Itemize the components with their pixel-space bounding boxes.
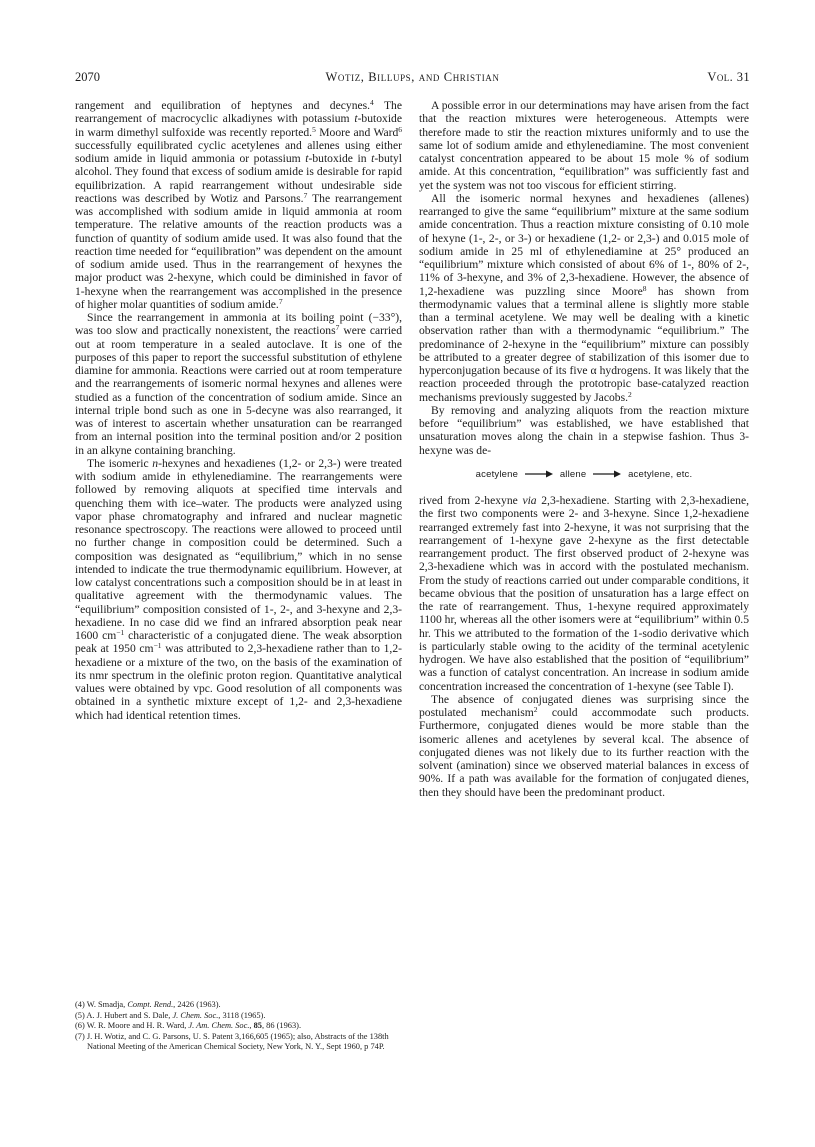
reference-item: (5) A. J. Hubert and S. Dale, J. Chem. Soc., 3118 (1965). xyxy=(75,1010,266,1020)
paragraph: A possible error in our determinations may have arisen from the fact that the reaction mixtures were heterogeneous. Attempts were therefore made to stir the reaction mixtures uniformly and to use the same lot of sodium amide and ethylenediamine. The most convenient catalyst concentration appeared to be about 15 mole % of sodium amide. At this concentration, “equilibration” was sufficiently fast and yet the system was not too viscous for efficient stirring. xyxy=(419,99,749,192)
scheme-allene: allene xyxy=(559,468,587,480)
right-column xyxy=(419,99,749,799)
paragraph: rangement and equilibration of heptynes and decynes.$^4$ The rearrangement of macrocyclic alkadiynes with potassium t-butoxide in warm dimethyl sulfoxide was recently reported.$^5$ Moore and Ward$^6$ successfully equilibrated cyclic acetylenes and allenes using either sodium amide in liquid ammonia or potassium t-butoxide in t-butyl alcohol. They found that excess of sodium amide is desirable for rapid equilibrization. A rapid rearrangement without undesirable side reactions was described by Wotiz and Parsons.$^7$ The rearrangement was accomplished with sodium amide in liquid ammonia at room temperature. The relative amounts of the reaction products was a function of quantity of sodium amide used. It was also found that the reaction time needed for “equilibration” was dependent on the amount of sodium amide used. Thus in the rearrangement of hexynes the major product was 2-hexyne, which could be diminished in favor of 1-hexyne when the rearrangement was accomplished in the presence of higher molar quantities of sodium amide.$^7$ xyxy=(75,98,403,311)
running-title: Wotiz, Billups, and Christian xyxy=(325,70,500,84)
scheme-acetylene-etc: acetylene, etc. xyxy=(628,468,693,480)
paragraph: The absence of conjugated dienes was surprising since the postulated mechanism$^2$ could accommodate such products. Furthermore, conjugated dienes would be more stable than the isomeric allenes and acetylenes by several kcal. The absence of conjugated dienes was not likely due to its further reaction with the solvent (amination) since we observed material balances in excess of 90%. If a path was available for the formation of conjugated dienes, then they should have been the predominant product. xyxy=(419,692,749,799)
reference-item: (7) J. H. Wotiz, and C. G. Parsons, U. S. Patent 3,166,605 (1965); also, Abstracts of the 138th National Meeting of the American Chemical Society, New York, N. Y., Sept 1960, p 74P. xyxy=(75,1031,389,1052)
footnote-references xyxy=(75,1000,402,1053)
reference-item: (4) W. Smadja, Compt. Rend., 2426 (1963). xyxy=(75,1000,221,1009)
left-column xyxy=(75,99,402,722)
scheme-acetylene: acetylene xyxy=(475,468,519,480)
paragraph: rived from 2-hexyne via 2,3-hexadiene. Starting with 2,3-hexadiene, the first two components were 2- and 3-hexyne. Since 1,2-hexadiene rearranged extremely fast into 2-hexyne, it was not surprising that the rearrangement of 1-hexyne gave 2-hexyne as the first detectable rearrangement product. The first observed product of 2-hexyne was 2,3-hexadiene which was in accord with the postulated mechanism. From the study of reactions carried out under comparable conditions, it became obvious that the position of unsaturation has a large effect on the rate of rearrangement. Thus, 1-hexyne required approximately 1100 hr, whereas all the other isomers were at “equilibrium” within 0.5 hr. This we attributed to the formation of the 1-sodio derivative which is particularly stable owing to the acidity of the terminal acetylenic hydrogen. We have also established that the position of “equilibrium” was a function of catalyst concentration. An increase in sodium amide concentration increased the concentration of 1-hexyne (see Table I). xyxy=(419,494,750,693)
volume-label: Vol. 31 xyxy=(707,70,750,84)
page-number: 2070 xyxy=(75,70,100,84)
reference-item: (6) W. R. Moore and H. R. Ward, J. Am. Chem. Soc., 85, 86 (1963). xyxy=(75,1021,302,1031)
paragraph: All the isomeric normal hexynes and hexadienes (allenes) rearranged to give the same “equilibrium” mixture at the same sodium amide concentration. Thus a reaction mixture consisting of 0.10 mole of hexyne (1-, 2-, or 3-) or hexadiene (1,2- or 2,3-) and 0.015 mole of sodium amide in 25 ml of ethylenediamine at 25° produced an “equilibrium” mixture which consisted of about 6% of 1-, 80% of 2-, 11% of 3-hexyne, and 3% of 2,3-hexadiene. However, the absence of 1,2-hexadiene was puzzling since Moore$^8$ has shown from thermodynamic values that a terminal allene is slightly more stable than a terminal acetylene. We may well be dealing with a kinetic observation rather than with a thermodynamic “equilibrium.” The predominance of 2-hexyne in the “equilibrium” mixture can possibly be attributed to a greater degree of stabilization of this isomer due to hyperconjugation because of its five α hydrogens. It was likely that the reaction proceeded through the prototropic base-catalyzed reaction mechanisms previously suggested by Jacobs.$^2$ xyxy=(419,191,749,404)
paragraph: By removing and analyzing aliquots from the reaction mixture before “equilibrium” was established, we have established that unsaturation moves along the chain in a stepwise fashion. Thus 3-hexyne was de- xyxy=(419,403,749,457)
right-arrow-icon xyxy=(593,470,621,478)
reaction-scheme xyxy=(419,468,749,481)
right-arrow-icon xyxy=(525,470,553,478)
paragraph: Since the rearrangement in ammonia at its boiling point (−33°), was too slow and practically nonexistent, the reactions$^7$ were carried out at room temperature in a sealed autoclave. It is one of the purposes of this paper to report the successful substitution of ethylene diamine for ammonia. Reactions were carried out at room temperature and the rearrangements of isomeric normal hexynes and allenes were studied as a function of the concentration of sodium amide. Since an internal triple bond such as one in 5-decyne was also rearranged, it was of interest to ascertain whether unsaturation can be rearranged from an internal position into the terminal position and/or 2 position in an alkyne containing branching. xyxy=(75,311,402,457)
paragraph: The isomeric n-hexynes and hexadienes (1,2- or 2,3-) were treated with sodium amide in ethylenediamine. The rearrangements were followed by removing aliquots at specified time intervals and quenching them with ice–water. The products were analyzed using vapor phase chromatography and infrared and nuclear magnetic resonance spectroscopy. The reactions were allowed to proceed until no further change in composition could be determined. Such a composition was designated as “equilibrium,” which in no sense intended to indicate the true thermodynamic equilibrium. However, at low catalyst concentrations such a composition should be in at least in qualitative agreement with the thermodynamic values. The “equilibrium” composition consisted of 1-, 2-, and 3-hexyne and 2,3-hexadiene. In no case did we find an infrared absorption peak near 1600 $cm^{-1}$ characteristic of a conjugated diene. The weak absorption peak at 1950 $cm^{-1}$ was attributed to 2,3-hexadiene rather than to 1,2-hexadiene or a mixture of the two, on the basis of the examination of its nmr spectrum in the olefinic proton region. Quantitative analytical values were obtained by vpc. Good resolution of all components was obtained in a synthetic mixture except of 1,2- and 2,3-hexadiene which had identical retention times. xyxy=(75,456,403,722)
page-header xyxy=(75,70,750,88)
